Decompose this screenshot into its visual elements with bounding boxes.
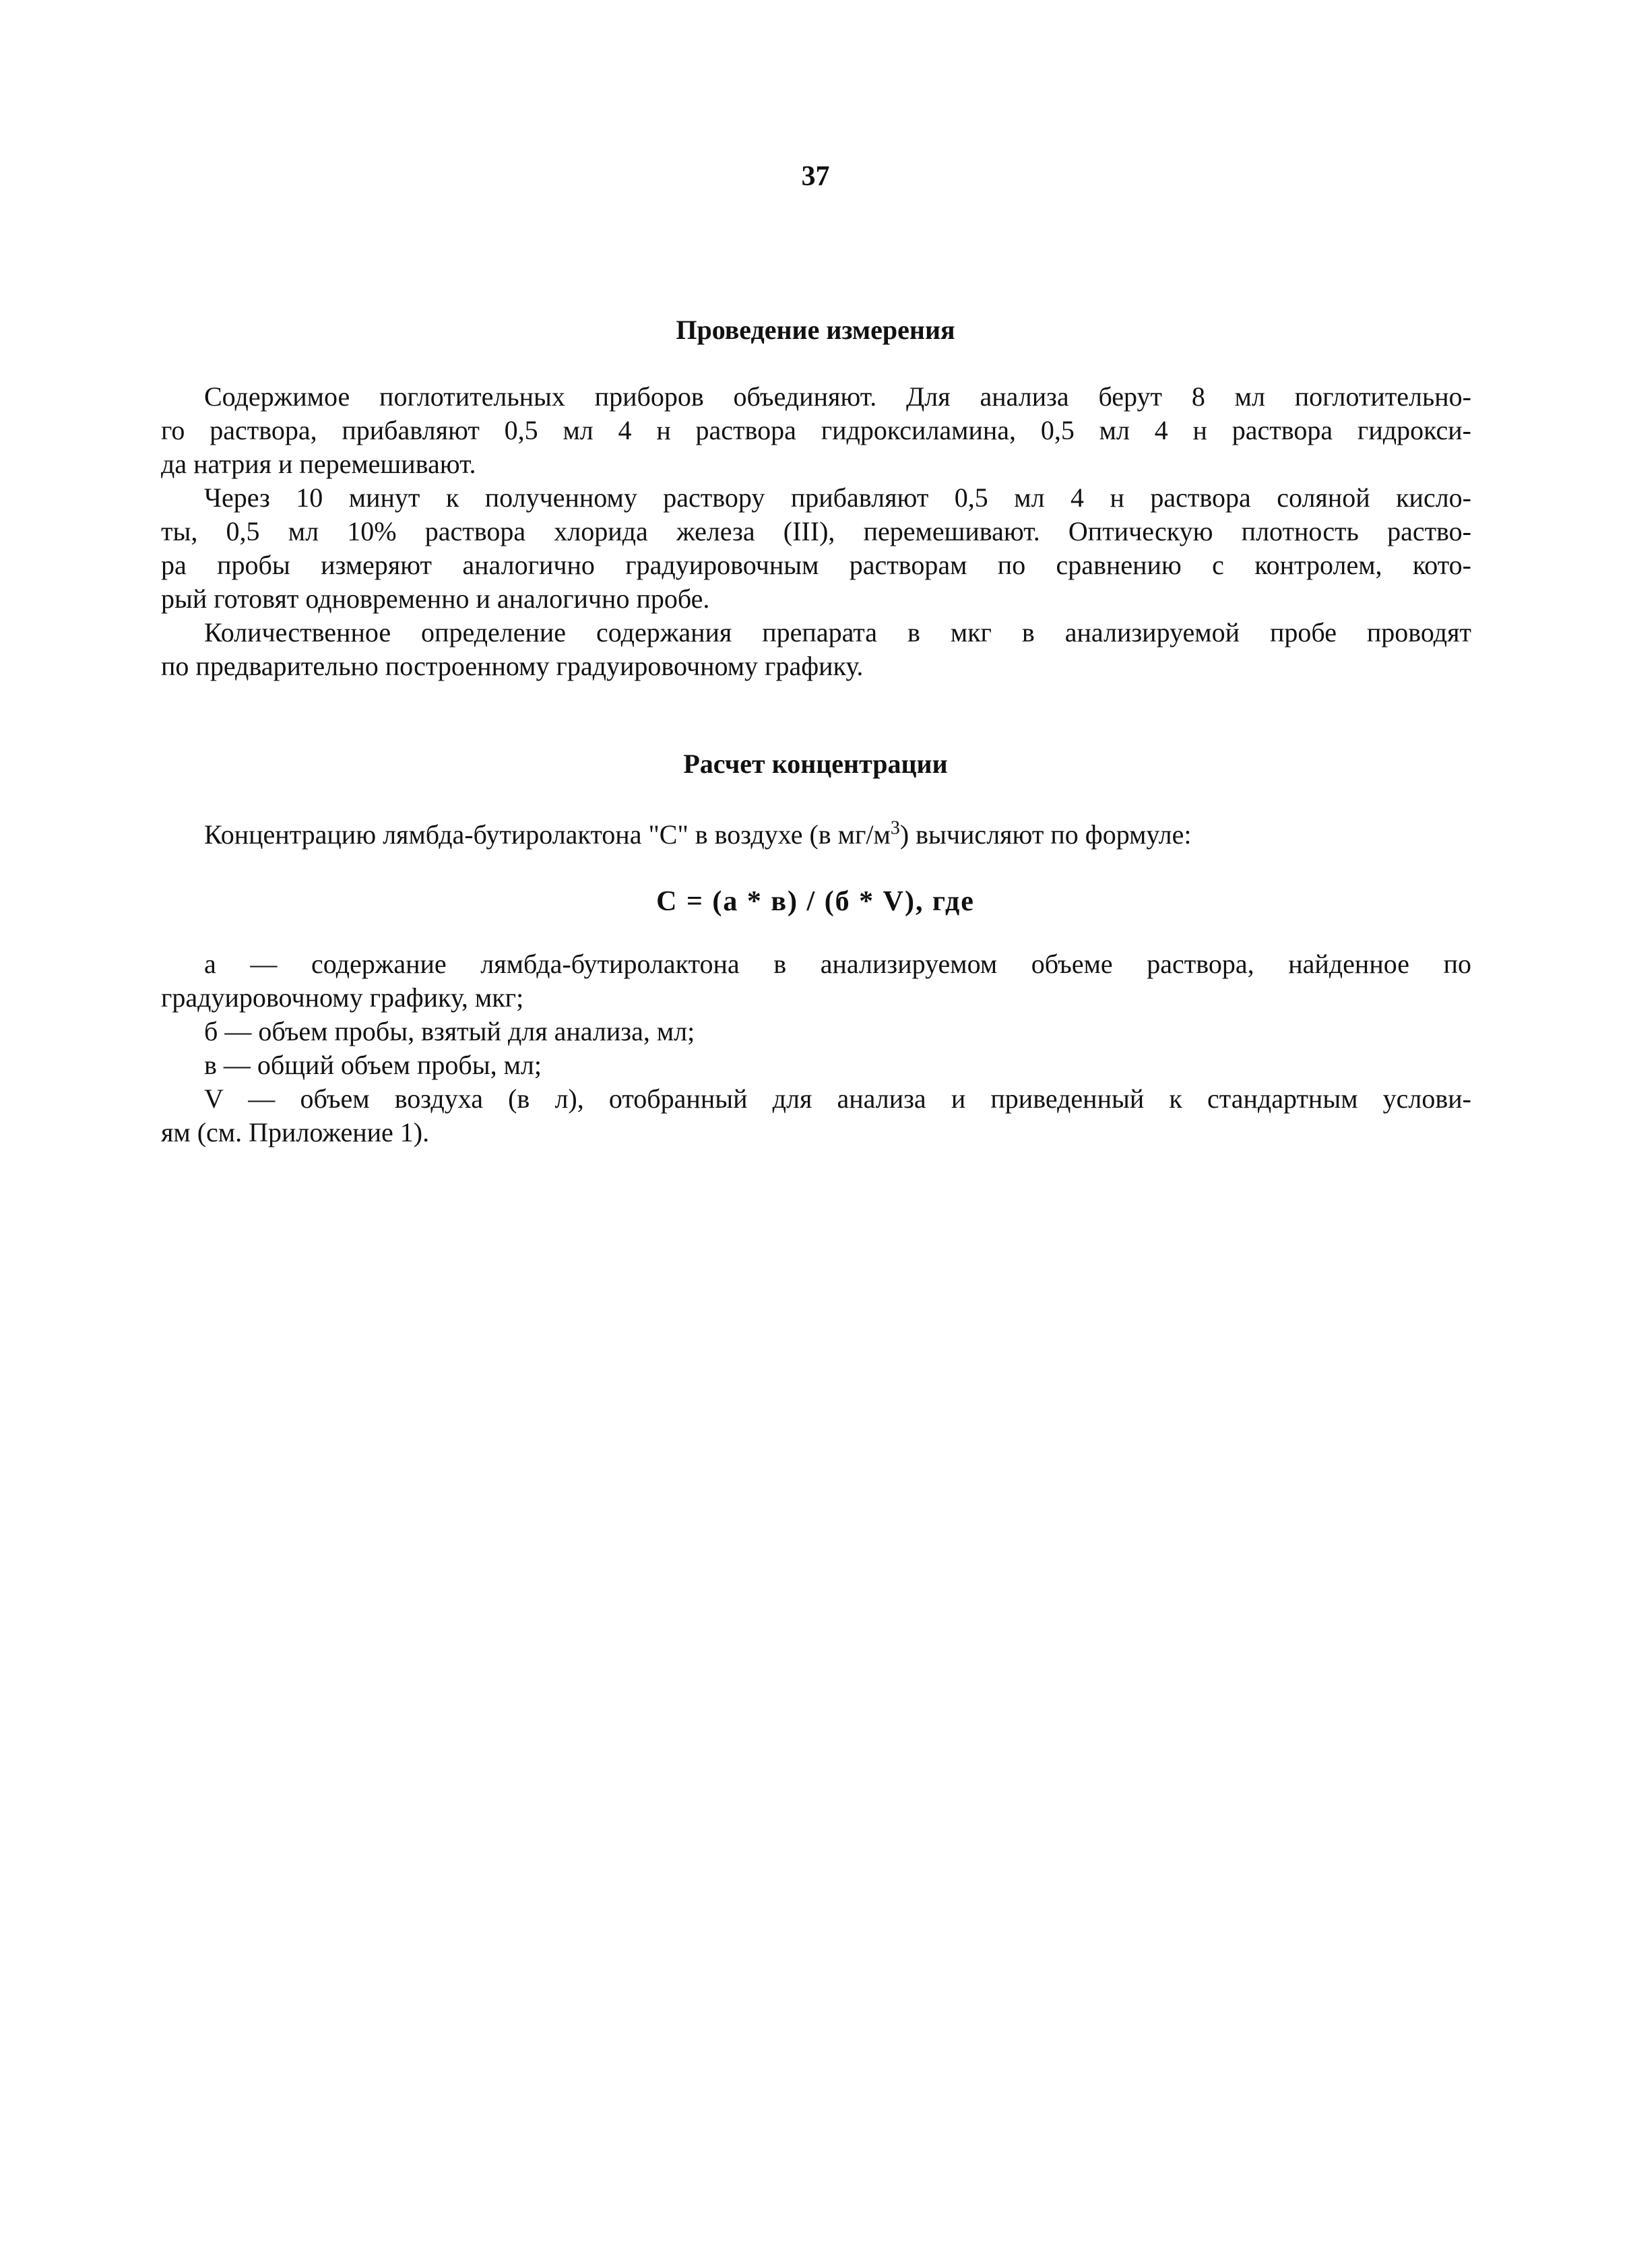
paragraph-line: по предварительно построенному градуировочному графику.	[161, 651, 864, 681]
definition-line: б — объем пробы, взятый для анализа, мл;	[204, 1016, 695, 1046]
paragraph-line: ра пробы измеряют аналогично градуировочным растворам по сравнению с контролем, кото-	[161, 550, 1471, 580]
paragraph-line: да натрия и перемешивают.	[161, 449, 476, 479]
intro-text-end: ) вычисляют по формуле:	[899, 819, 1192, 850]
section-title-measurement: Проведение измерения	[676, 315, 955, 345]
intro-line	[161, 818, 1471, 852]
definition-line: V — объем воздуха (в л), отобранный для анализа и приведенный к стандартным услови-	[204, 1083, 1471, 1114]
paragraph-line: рый готовят одновременно и аналогично пробе.	[161, 584, 710, 614]
unit-exponent: 3	[890, 817, 900, 839]
paragraph-line: Количественное определение содержания препарата в мкг в анализируемой пробе проводят	[204, 617, 1471, 648]
variable-definitions	[161, 947, 1471, 1149]
definition-line: ям (см. Приложение 1).	[161, 1117, 430, 1147]
definition-line: а — содержание лямбда-бутиролактона в анализируемом объеме раствора, найденное по	[204, 949, 1471, 979]
paragraph-line: го раствора, прибавляют 0,5 мл 4 н раствора гидроксиламина, 0,5 мл 4 н раствора гидрокси-	[161, 415, 1471, 445]
paragraph-line: Через 10 минут к полученному раствору прибавляют 0,5 мл 4 н раствора соляной кисло-	[204, 482, 1471, 513]
section-title-calculation: Расчет концентрации	[683, 749, 948, 779]
measurement-text	[161, 380, 1471, 683]
definition-line: в — общий объем пробы, мл;	[204, 1050, 542, 1080]
calculation-intro	[161, 818, 1471, 852]
concentration-formula: С = (а * в) / (б * V), где	[656, 886, 975, 917]
definition-line: градуировочному графику, мкг;	[161, 982, 524, 1013]
paragraph-line: ты, 0,5 мл 10% раствора хлорида железа (III), перемешивают. Оптическую плотность раство-	[161, 516, 1471, 546]
intro-text: Концентрацию лямбда-бутиролактона "С" в воздухе (в мг/м	[204, 819, 891, 850]
page-number: 37	[801, 161, 830, 192]
paragraph-line: Содержимое поглотительных приборов объединяют. Для анализа берут 8 мл поглотительно-	[204, 381, 1471, 412]
